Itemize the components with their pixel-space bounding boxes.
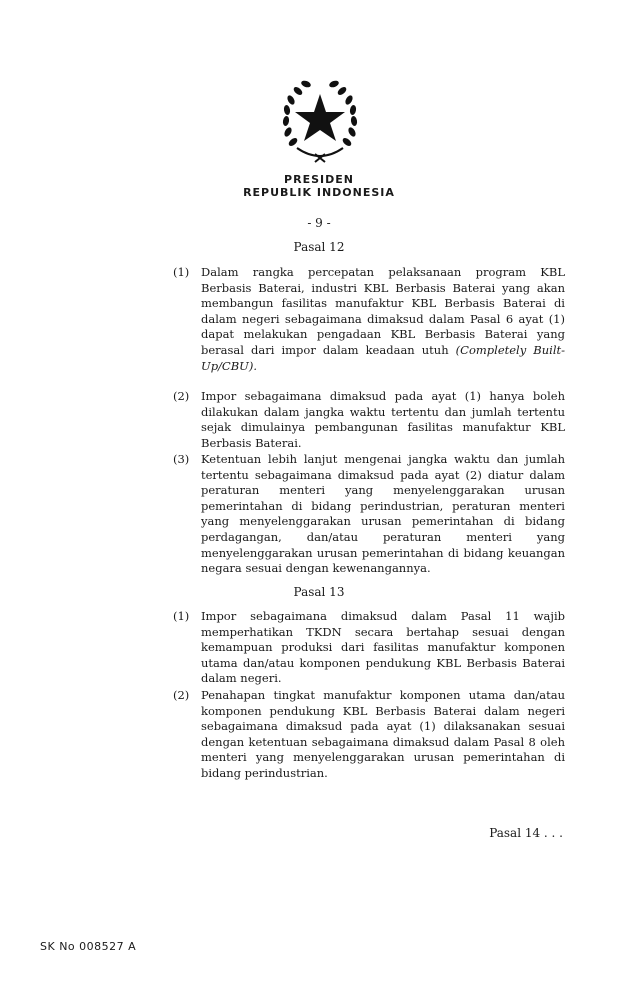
item-text: Penahapan tingkat manufaktur komponen utama dan/atau komponen pendukung KBL Berbasis Baterai dalam negeri sebagaimana dimaksud pada ayat (1) dilaksanakan sesuai dengan ketentuan sebagaimana dimaksud dalam Pasal 8 oleh menteri yang menyelenggarakan urusan pemerintahan di bidang perindustrian.	[201, 688, 565, 780]
sk-number: SK No 008527 A	[40, 940, 137, 953]
item-number: (1)	[173, 609, 190, 623]
state-emblem	[275, 72, 365, 168]
item-text: Ketentuan lebih lanjut mengenai jangka waktu dan jumlah tertentu sebagaimana dimaksud pada ayat (2) diatur dalam peraturan menteri yang menyelenggarakan urusan pemerintahan di bidang perindustrian, peraturan menteri yang menyelenggarakan urusan pemerintahan di bidang perdagangan, dan/atau peraturan menteri yang menyelenggarakan urusan pemerintahan di bidang keuangan negara sesuai dengan kewenangannya.	[201, 452, 565, 576]
pasal-13-title: Pasal 13	[293, 585, 345, 599]
page-number: - 9 -	[307, 216, 331, 230]
star-wreath-icon	[275, 72, 365, 168]
item-text: Dalam rangka percepatan pelaksanaan program KBL Berbasis Baterai, industri KBL Berbasis Baterai yang akan membangun fasilitas manufaktur KBL Berbasis Baterai di dalam negeri sebagaimana dimaksud dalam Pasal 6 ayat (1) dapat melakukan pengadaan KBL Berbasis Baterai yang berasal dari impor dalam keadaan utuh (Completely Built-Up/CBU).	[201, 265, 566, 373]
pasal-12-item-2	[173, 389, 565, 451]
item-text: Impor sebagaimana dimaksud pada ayat (1) hanya boleh dilakukan dalam jangka waktu tertentu dan jumlah tertentu sejak dimulainya pembangunan fasilitas manufaktur KBL Berbasis Baterai.	[201, 389, 565, 450]
item-number: (3)	[173, 452, 190, 466]
pasal-13-item-1	[173, 609, 565, 687]
header-title-line2: REPUBLIK INDONESIA	[243, 186, 395, 199]
pasal-12-item-3	[173, 452, 565, 577]
item-italic-text: (Completely Built-Up/CBU).	[201, 342, 566, 373]
pasal-12-item-1	[173, 265, 565, 374]
next-page-reference: Pasal 14 . . .	[489, 826, 563, 840]
pasal-12-title: Pasal 12	[293, 240, 345, 254]
pasal-13-item-2	[173, 688, 565, 782]
item-number: (1)	[173, 265, 190, 279]
item-text: Impor sebagaimana dimaksud dalam Pasal 11 wajib memperhatikan TKDN secara bertahap sesuai dengan kemampuan produksi dari fasilitas manufaktur komponen utama dan/atau komponen pendukung KBL Berbasis Baterai dalam negeri.	[201, 609, 565, 686]
header-title-line1: PRESIDEN	[284, 173, 354, 186]
item-number: (2)	[173, 389, 190, 403]
item-number: (2)	[173, 688, 190, 702]
